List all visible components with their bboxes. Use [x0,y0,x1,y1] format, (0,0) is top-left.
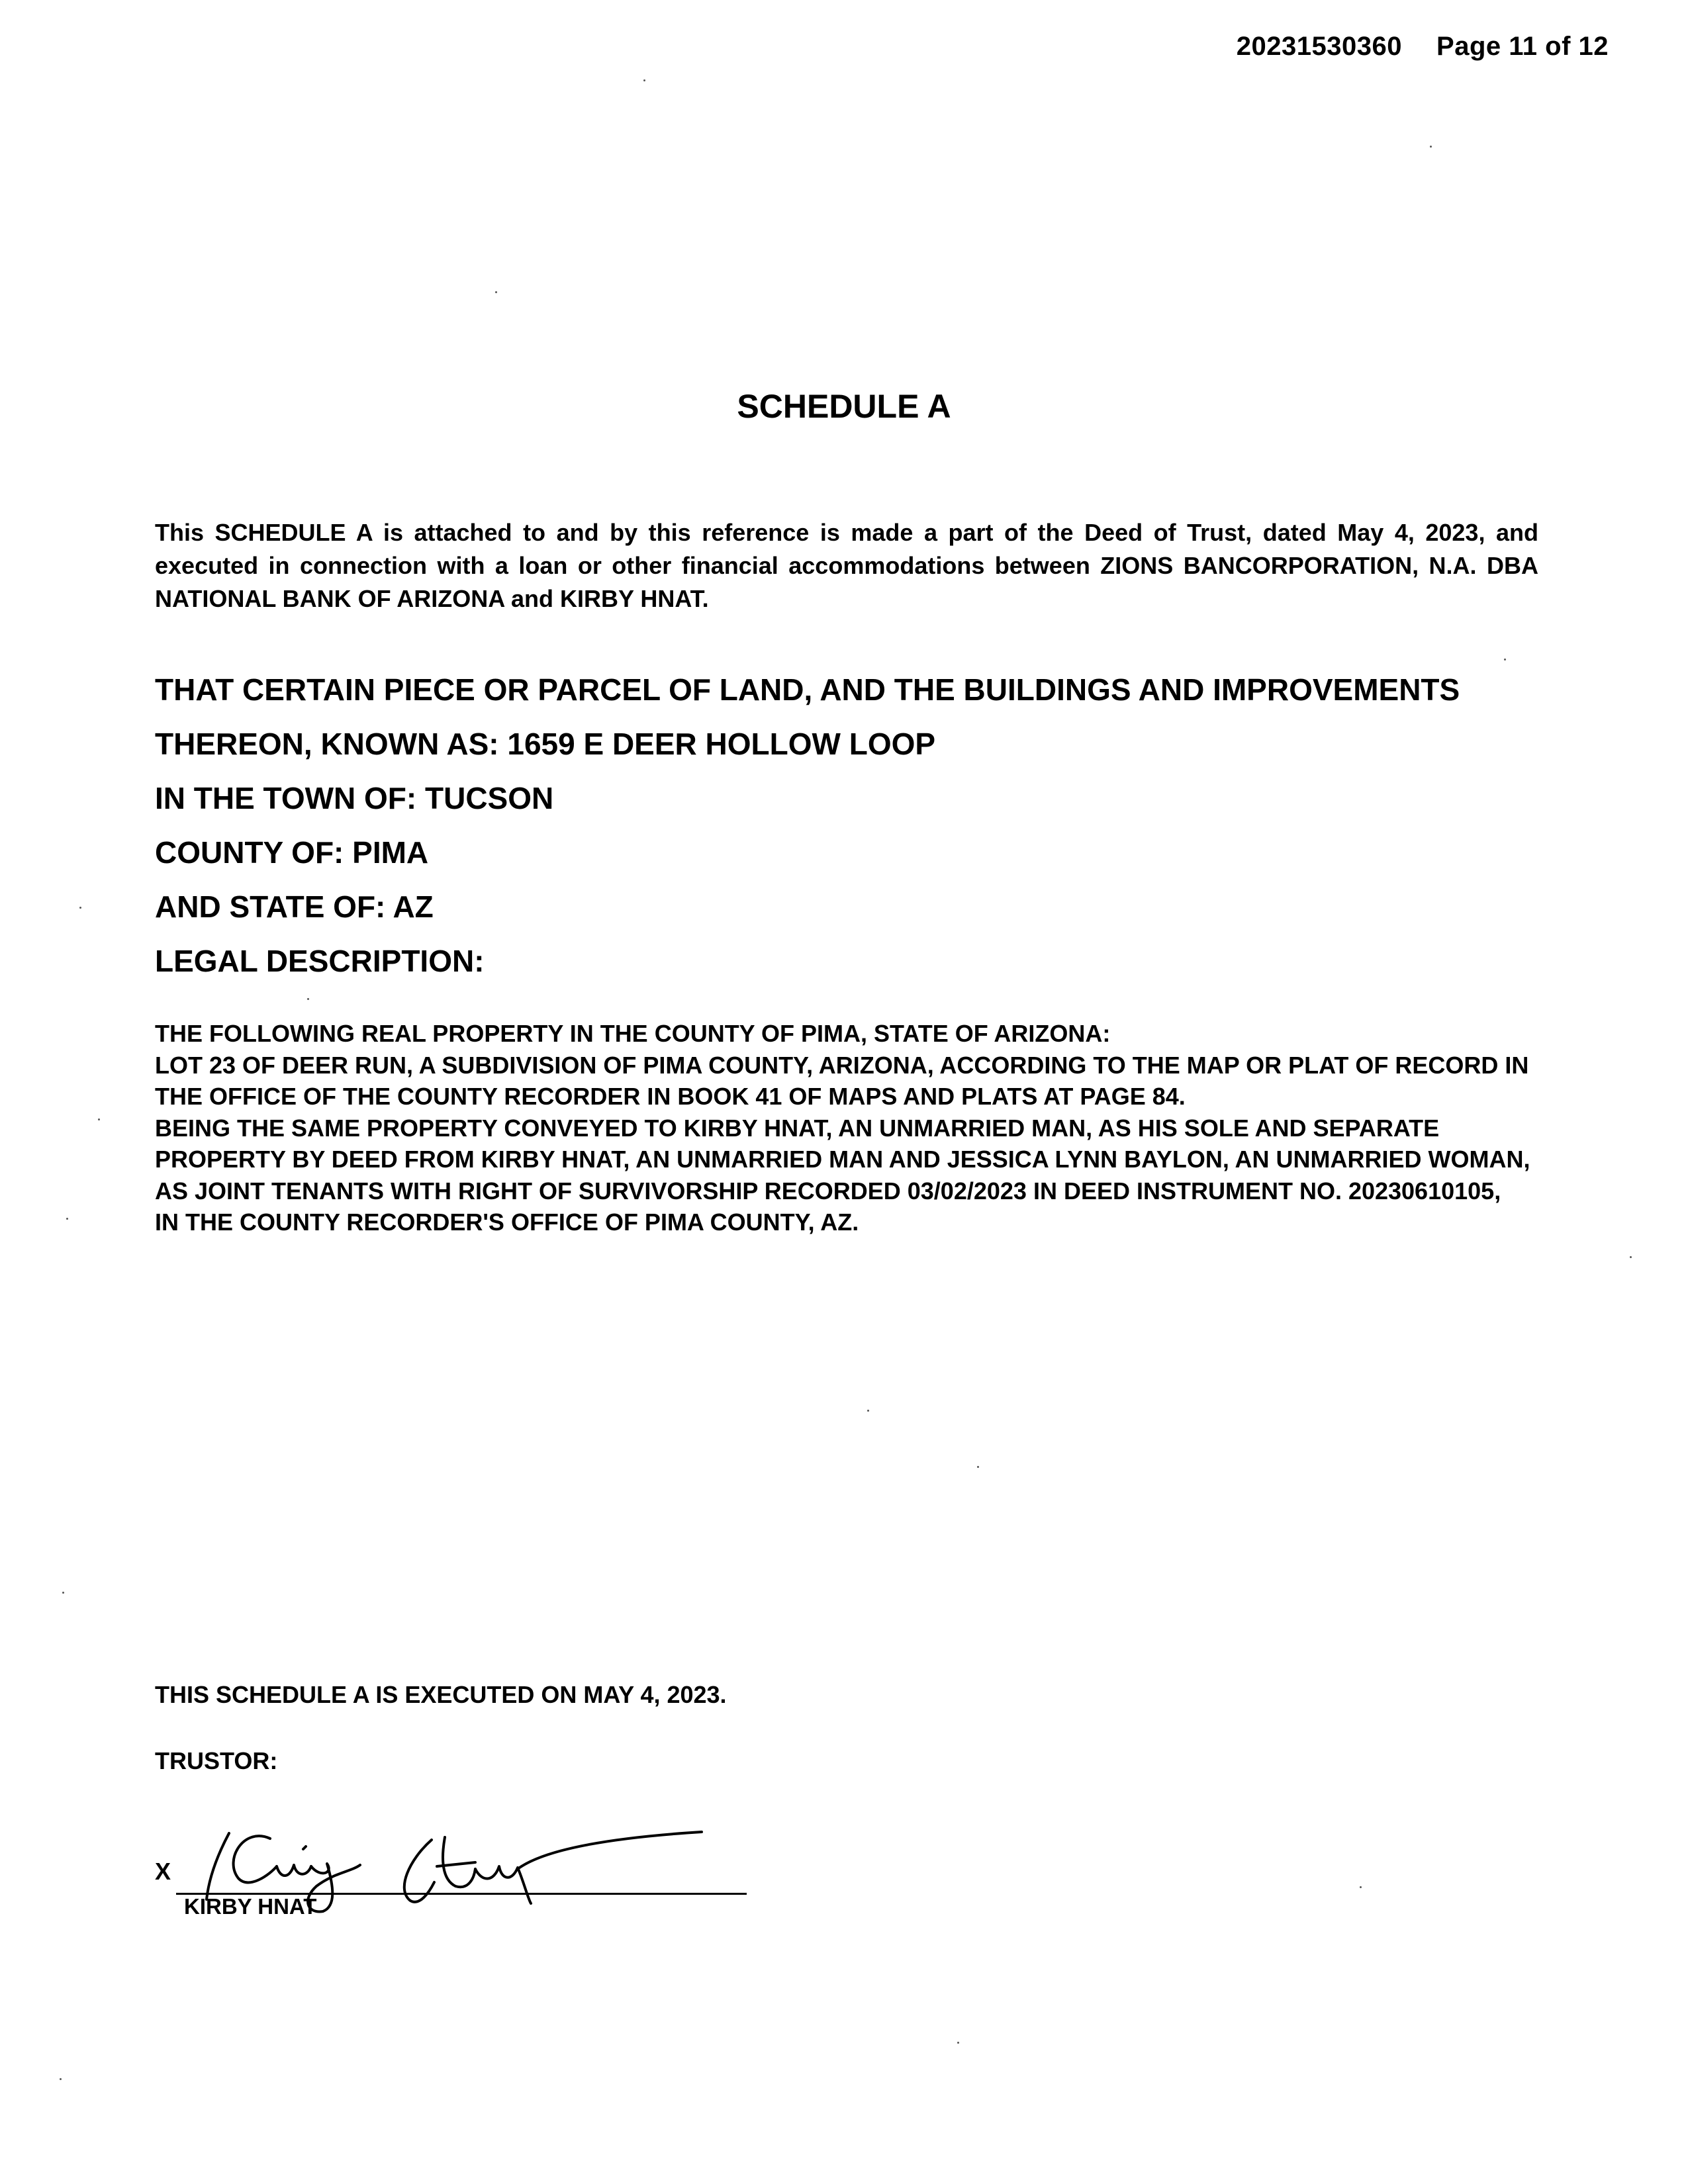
scan-speck [957,2042,959,2044]
legal-description-heading: LEGAL DESCRIPTION: [155,944,485,978]
legal-description [155,1018,1538,1238]
legal-line: PROPERTY BY DEED FROM KIRBY HNAT, AN UNMARRIED MAN AND JESSICA LYNN BAYLON, AN UNMARRIED WOMAN, [155,1146,1530,1173]
scan-speck [1430,146,1432,148]
property-line-2: THEREON, KNOWN AS: 1659 E DEER HOLLOW LOOP [155,727,936,761]
legal-line: THE FOLLOWING REAL PROPERTY IN THE COUNTY OF PIMA, STATE OF ARIZONA: [155,1020,1111,1047]
signature-x-mark: X [155,1858,171,1885]
legal-line: IN THE COUNTY RECORDER'S OFFICE OF PIMA COUNTY, AZ. [155,1208,859,1236]
page-header [1237,32,1609,62]
scan-speck [307,998,309,1000]
scan-speck [1360,1886,1362,1888]
scan-speck [977,1466,979,1468]
scan-speck [1504,659,1506,660]
scan-speck [867,1410,869,1412]
execution-statement: THIS SCHEDULE A IS EXECUTED ON MAY 4, 2023. [155,1681,727,1708]
legal-line: LOT 23 OF DEER RUN, A SUBDIVISION OF PIMA COUNTY, ARIZONA, ACCORDING TO THE MAP OR PLAT OF RECORD IN [155,1051,1529,1079]
property-state: AND STATE OF: AZ [155,889,434,924]
trustor-label: TRUSTOR: [155,1747,278,1774]
property-town: IN THE TOWN OF: TUCSON [155,781,554,815]
property-county: COUNTY OF: PIMA [155,835,429,870]
scan-speck [643,79,645,81]
scan-speck [62,1592,64,1594]
scan-speck [1630,1256,1632,1258]
page-number: Page 11 of 12 [1436,32,1609,61]
intro-paragraph: This SCHEDULE A is attached to and by this reference is made a part of the Deed of Trust, dated May 4, 2023, and executed in connection with a loan or other financial accommodations between ZIONS BANCORPORATION, N.A. DBA NATIONAL BANK OF ARIZONA and KIRBY HNAT. [155,519,1538,612]
legal-line: THE OFFICE OF THE COUNTY RECORDER IN BOOK 41 OF MAPS AND PLATS AT PAGE 84. [155,1083,1186,1110]
scan-speck [495,291,497,293]
page-title: SCHEDULE A [737,388,951,425]
scan-speck [79,907,81,909]
legal-line: AS JOINT TENANTS WITH RIGHT OF SURVIVORSHIP RECORDED 03/02/2023 IN DEED INSTRUMENT NO. 20230610105, [155,1177,1501,1205]
scan-speck [98,1118,100,1120]
scan-speck [60,2078,62,2080]
document-number: 20231530360 [1236,32,1403,61]
signer-name: KIRBY HNAT [184,1894,317,1919]
property-line-1: THAT CERTAIN PIECE OR PARCEL OF LAND, AND THE BUILDINGS AND IMPROVEMENTS [155,672,1460,707]
legal-line: BEING THE SAME PROPERTY CONVEYED TO KIRBY HNAT, AN UNMARRIED MAN, AS HIS SOLE AND SEPARATE [155,1114,1440,1142]
scan-speck [66,1218,68,1220]
